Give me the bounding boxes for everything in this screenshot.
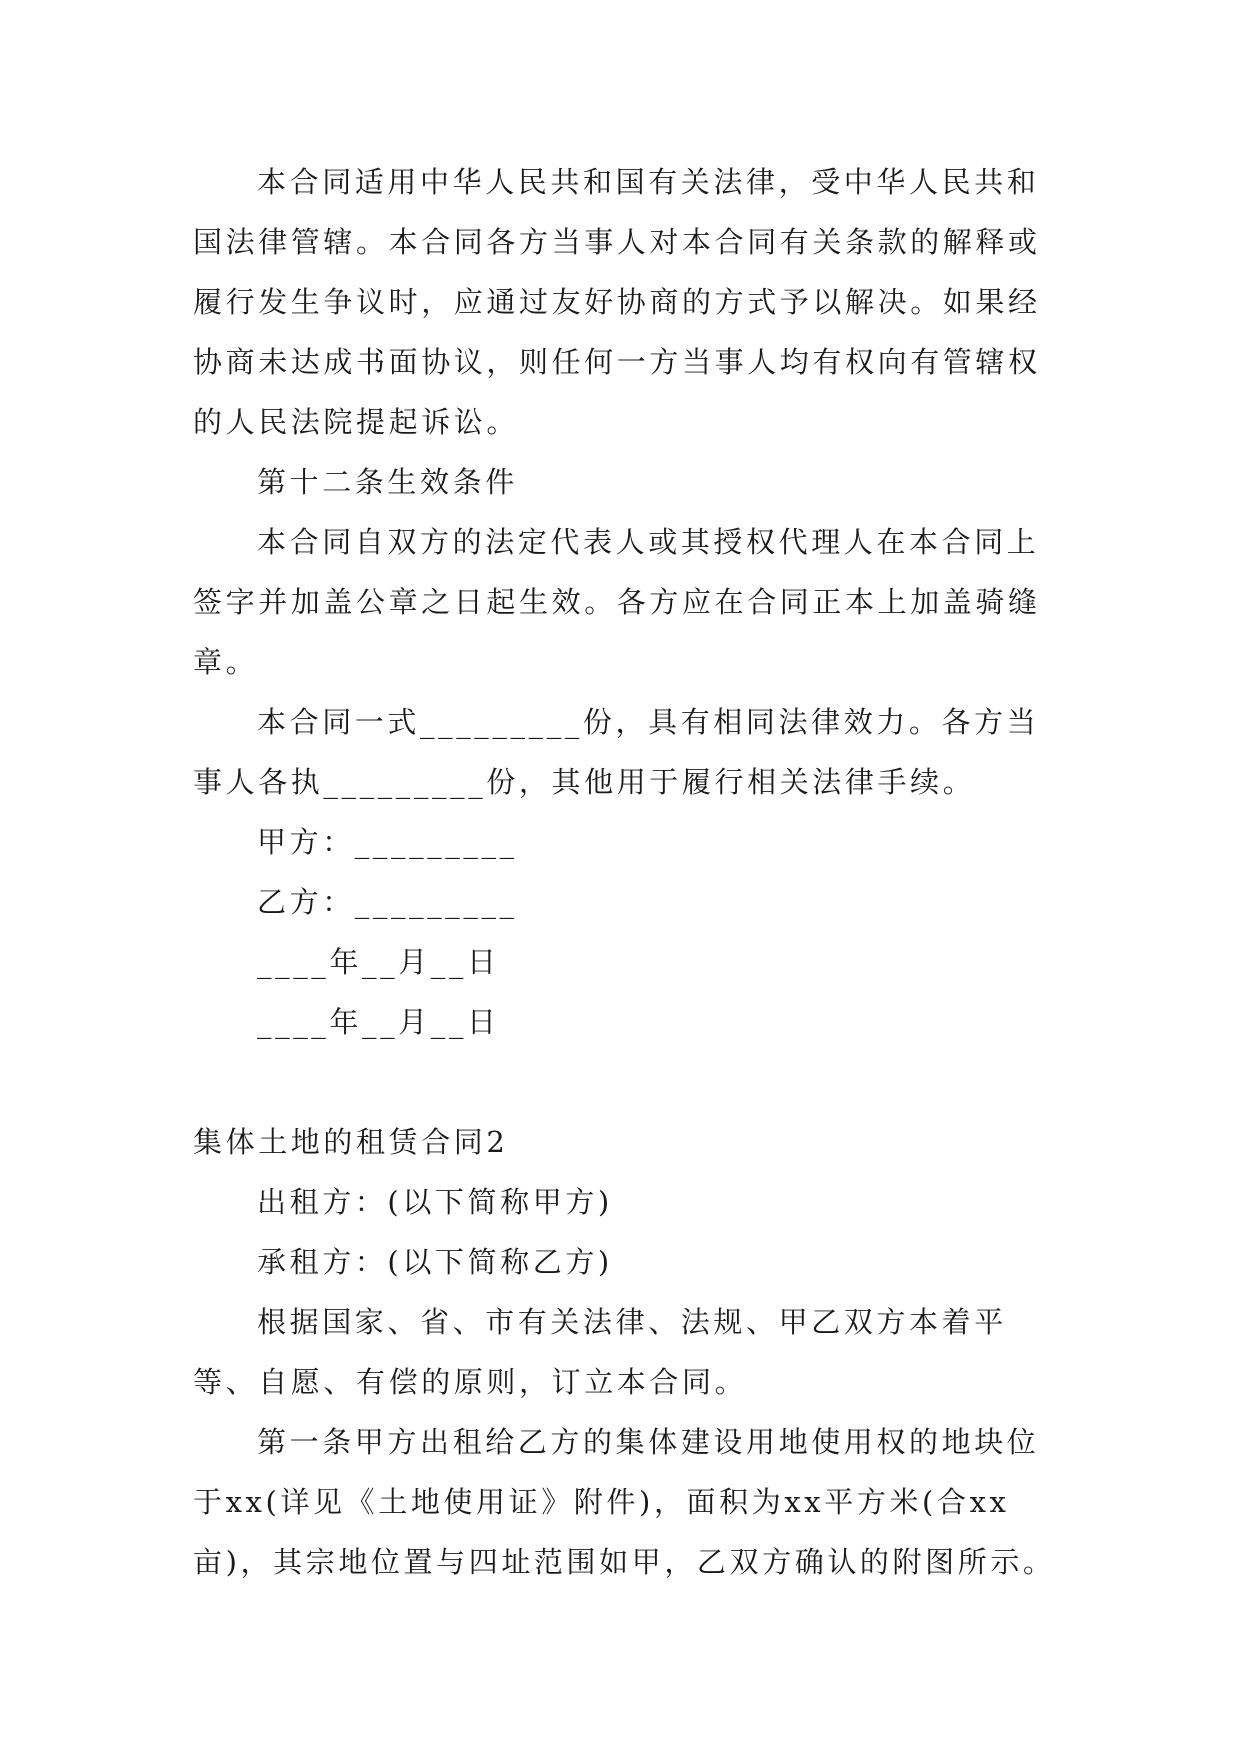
party-a-signature: 甲方：_________ bbox=[257, 825, 518, 859]
document-page bbox=[193, 152, 1059, 1592]
party-b-signature: 乙方：_________ bbox=[257, 885, 518, 919]
paragraph-copies: 本合同一式_________份，具有相同法律效力。各方当事人各执_________份，其他用于履行相关法律手续。 bbox=[193, 705, 1040, 799]
date-line-1: ____年__月__日 bbox=[257, 945, 500, 979]
paragraph-basis: 根据国家、省、市有关法律、法规、甲乙双方本着平等、自愿、有偿的原则，订立本合同。 bbox=[193, 1305, 1007, 1399]
paragraph-effective: 本合同自双方的法定代表人或其授权代理人在本合同上签字并加盖公章之日起生效。各方应在合同正本上加盖骑缝章。 bbox=[193, 525, 1041, 679]
heading-article-12: 第十二条生效条件 bbox=[257, 465, 518, 499]
paragraph-jurisdiction: 本合同适用中华人民共和国有关法律，受中华人民共和国法律管辖。本合同各方当事人对本合同有关条款的解释或履行发生争议时，应通过友好协商的方式予以解决。如果经协商未达成书面协议，则任何一方当事人均有权向有管辖权的人民法院提起诉讼。 bbox=[193, 165, 1041, 439]
lessor-line: 出租方：(以下简称甲方) bbox=[257, 1185, 613, 1219]
section-title: 集体土地的租赁合同2 bbox=[193, 1125, 509, 1159]
paragraph-article-1: 第一条甲方出租给乙方的集体建设用地使用权的地块位于xx(详见《土地使用证》附件)，面积为xx平方米(合xx亩)，其宗地位置与四址范围如甲，乙双方确认的附图所示。 bbox=[193, 1425, 1056, 1579]
date-line-2: ____年__月__日 bbox=[257, 1005, 500, 1039]
lessee-line: 承租方：(以下简称乙方) bbox=[257, 1245, 613, 1279]
